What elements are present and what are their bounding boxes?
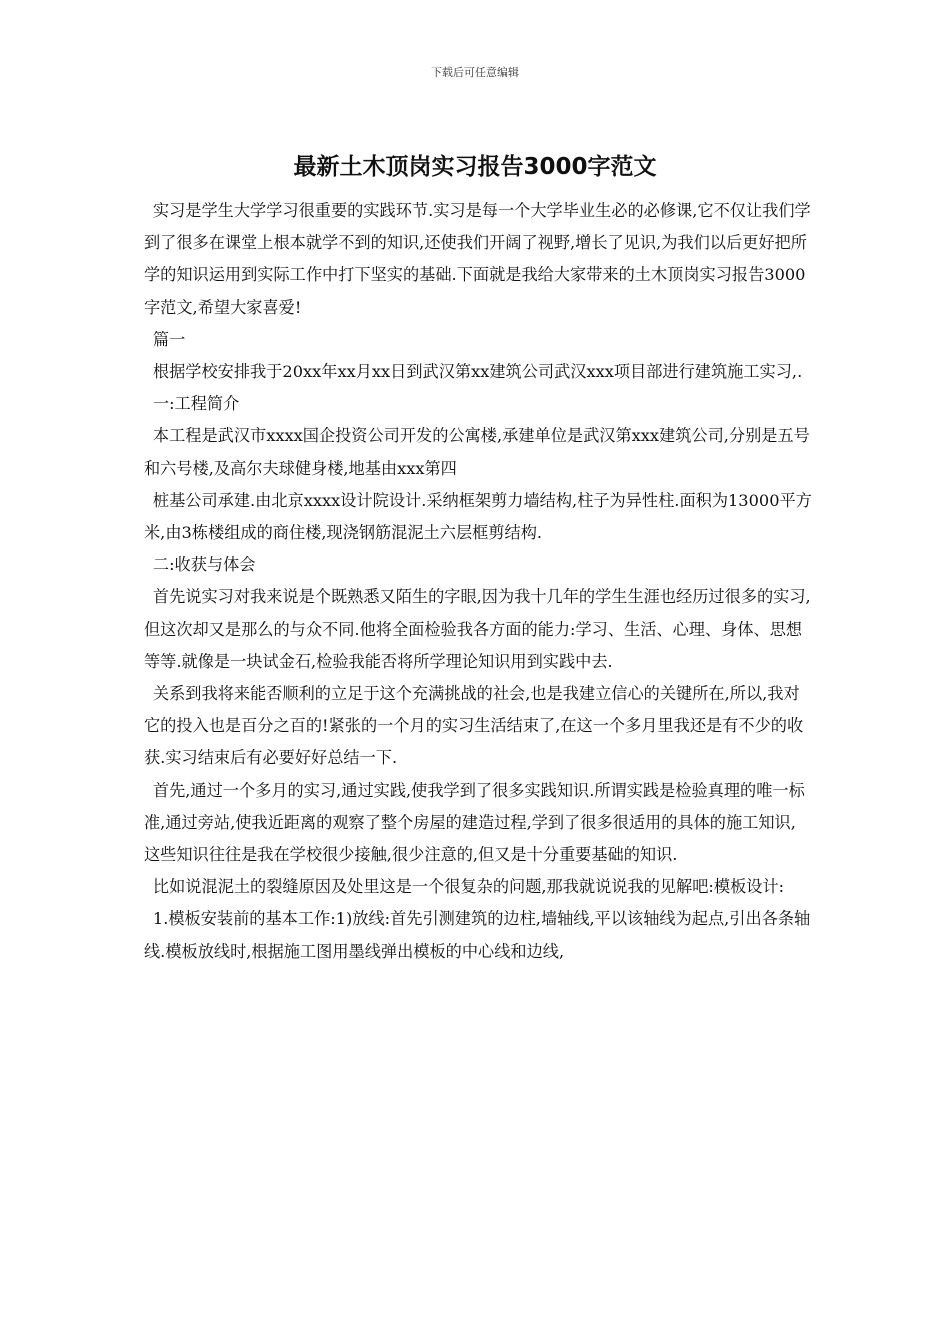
paragraph-importance: 关系到我将来能否顺利的立足于这个充满挑战的社会,也是我建立信心的关键所在,所以,我对它的投入也是百分之百的!紧张的一个月的实习生活结束了,在这一个多月里我还是有不少的收获.实习结束后有必要好好总结一下. (144, 684, 804, 768)
paragraph-project-overview: 本工程是武汉市xxxx国企投资公司开发的公寓楼,承建单位是武汉第xxx建筑公司,分别是五号和六号楼,及高尔夫球健身楼,地基由xxx第四 (144, 426, 810, 478)
section-heading-project-intro: 一:工程简介 (152, 394, 240, 414)
document-body (144, 195, 812, 968)
section-heading-part-one: 篇一 (152, 329, 186, 349)
document-title: 最新土木顶岗实习报告3000字范文 (293, 154, 657, 180)
section-heading-gains: 二:收获与体会 (152, 555, 256, 575)
paragraph-first-impression: 首先说实习对我来说是个既熟悉又陌生的字眼,因为我十几年的学生生涯也经历过很多的实习,但这次却又是那么的与众不同.他将全面检验我各方面的能力:学习、生活、心理、身体、思想等等.就像是一块试金石,检验我能否将所学理论知识用到实践中去. (144, 587, 811, 671)
paragraph-formwork-setup: 1.模板安装前的基本工作:1)放线:首先引测建筑的边柱,墙轴线,平以该轴线为起点,引出各条轴线.模板放线时,根据施工图用墨线弹出模板的中心线和边线, (144, 909, 811, 961)
paragraph-concrete-cracks: 比如说混泥土的裂缝原因及处里这是一个很复杂的问题,那我就说说我的见解吧:模板设计: (152, 877, 785, 897)
header-note: 下载后可任意编辑 (431, 66, 519, 79)
paragraph-practice-knowledge: 首先,通过一个多月的实习,通过实践,使我学到了很多实践知识.所谓实践是检验真理的唯一标准,通过旁站,使我近距离的观察了整个房屋的建造过程,学到了很多很适用的具体的施工知识,这些知识往往是我在学校很少接触,很少注意的,但又是十分重要基础的知识. (144, 780, 805, 865)
paragraph-internship-arrangement: 根据学校安排我于20xx年xx月xx日到武汉第xx建筑公司武汉xxx项目部进行建筑施工实习,. (152, 362, 803, 382)
paragraph-project-structure: 桩基公司承建.由北京xxxx设计院设计.采纳框架剪力墙结构,柱子为异性柱.面积为13000平方米,由3栋楼组成的商住楼,现浇钢筋混泥土六层框剪结构. (144, 490, 812, 543)
paragraph-intro: 实习是学生大学学习很重要的实践环节.实习是每一个大学毕业生必的必修课,它不仅让我们学到了很多在课堂上根本就学不到的知识,还使我们开阔了视野,增长了见识,为我们以后更好把所学的知识运用到实际工作中打下坚实的基础.下面就是我给大家带来的土木顶岗实习报告3000字范文,希望大家喜爱! (144, 201, 811, 317)
